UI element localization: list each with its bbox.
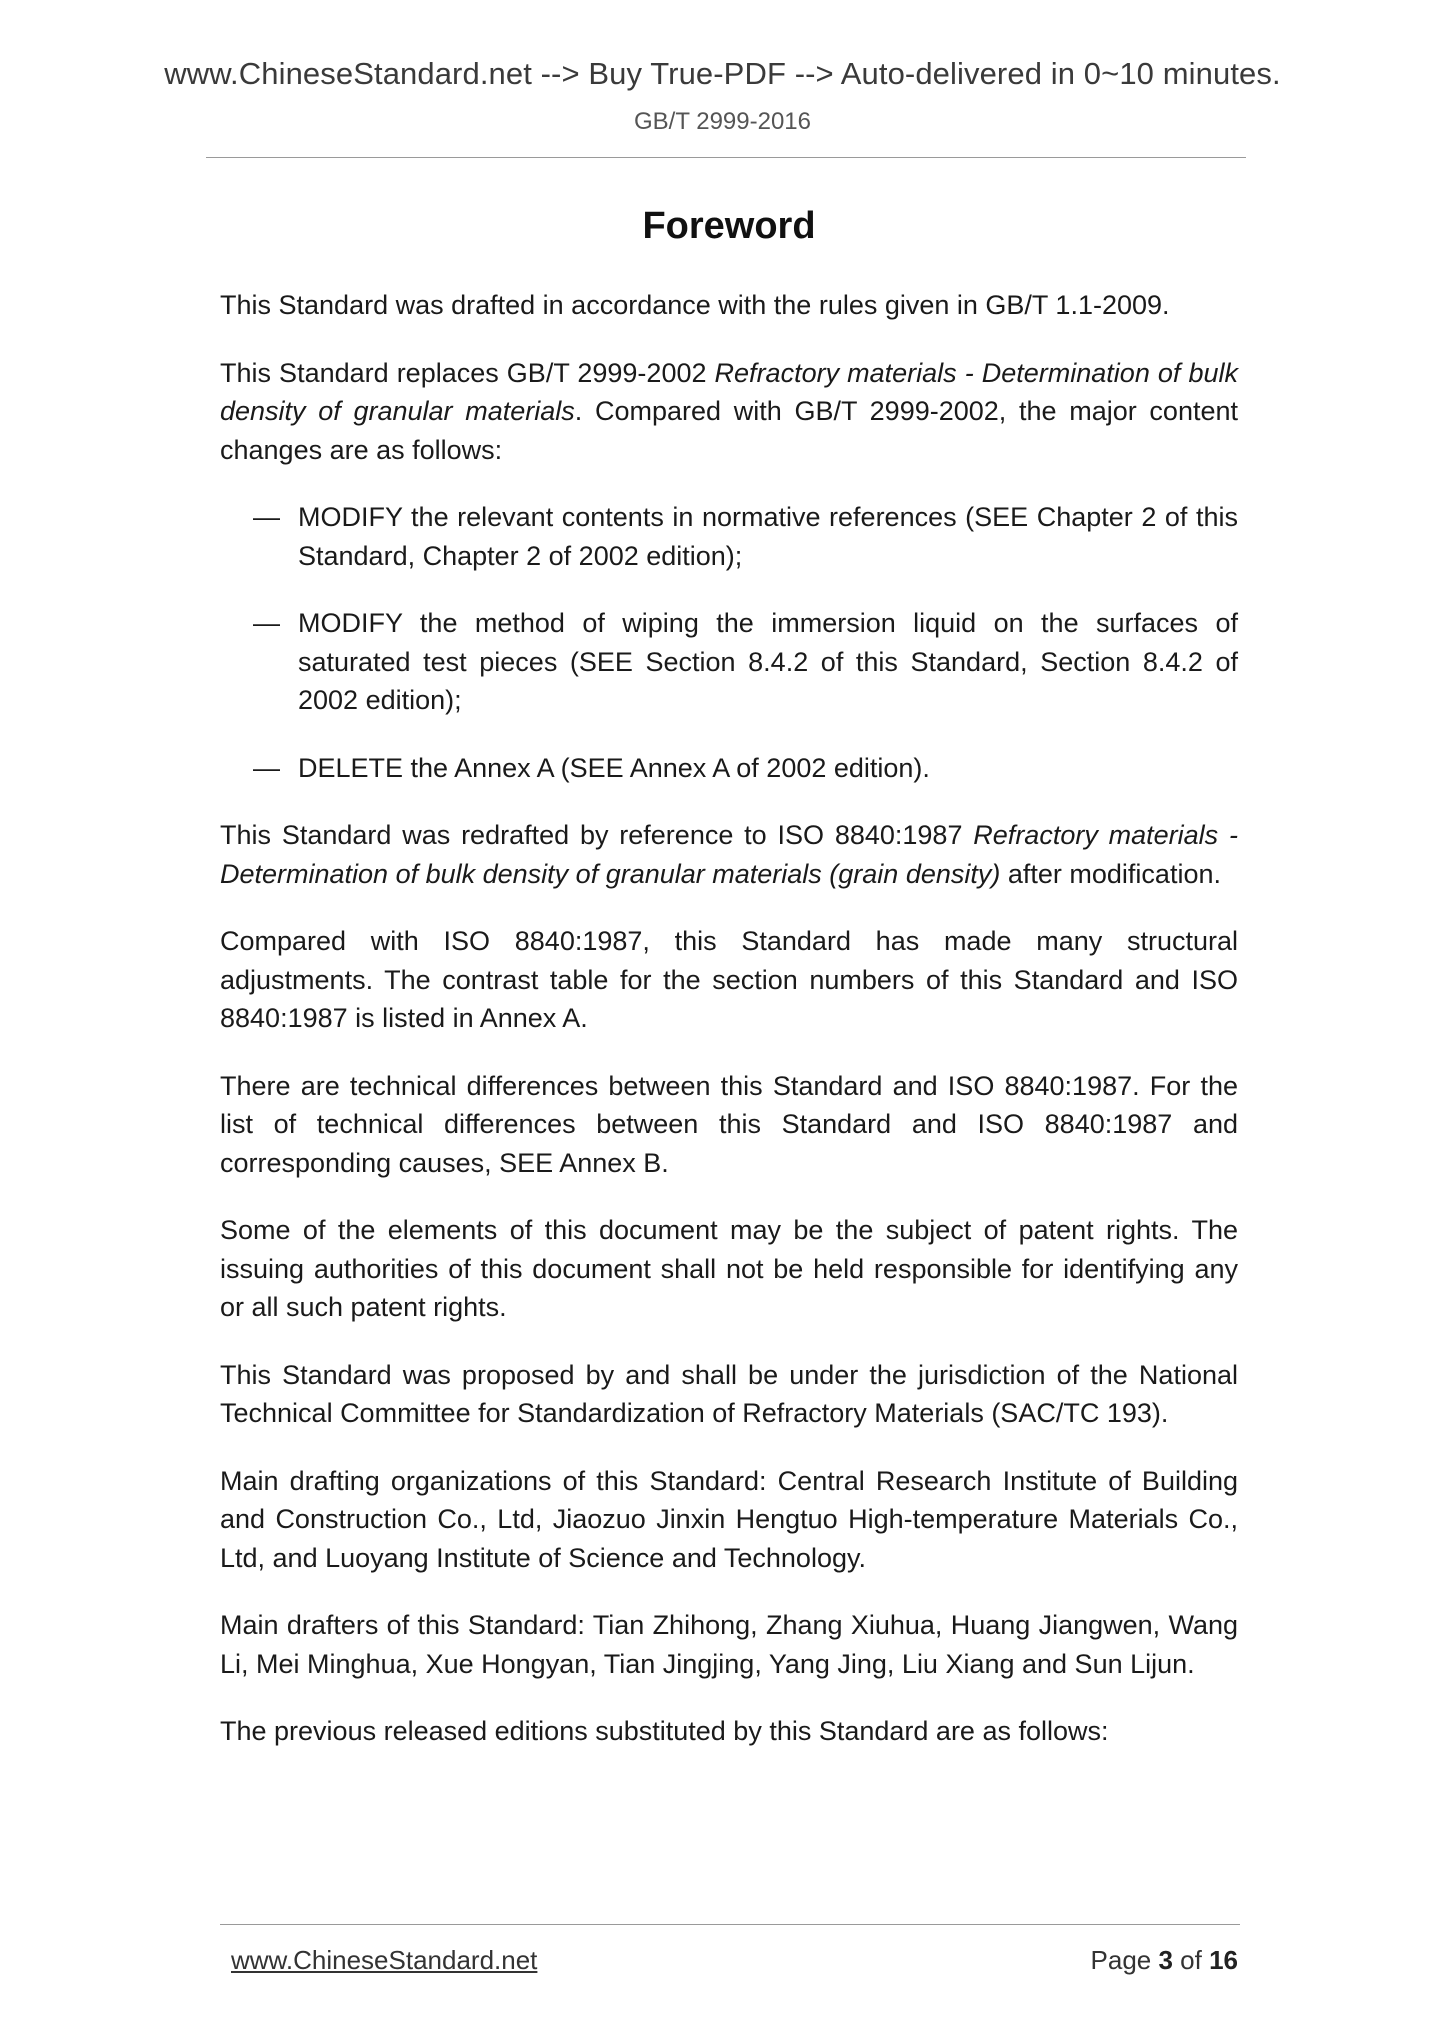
paragraph-replaces — [220, 354, 1238, 470]
paragraph-jurisdiction: This Standard was proposed by and shall be under the jurisdiction of the National Technical Committee for Standardization of Refractory Materials (SAC/TC 193). — [220, 1359, 1238, 1428]
page-of-label: of — [1172, 1945, 1210, 1975]
dash-bullet: — — [253, 502, 280, 532]
list-item — [220, 604, 1238, 720]
document-code: GB/T 2999-2016 — [633, 108, 811, 135]
page-total: 16 — [1209, 1945, 1238, 1975]
list-item — [220, 749, 1238, 788]
paragraph-redrafted — [220, 816, 1238, 893]
italic-title: Refractory materials - Determination of bulk density of granular materials — [220, 357, 1238, 426]
page-body — [220, 200, 1238, 1780]
paragraph-drafting-rules: This Standard was drafted in accordance with the rules given in GB/T 1.1-2009. — [220, 290, 1170, 320]
footer-divider — [220, 1924, 1240, 1925]
paragraph-drafters: Main drafters of this Standard: Tian Zhihong, Zhang Xiuhua, Huang Jiangwen, Wang Li, Mei Minghua, Xue Hongyan, Tian Jingjing, Yang Jing, Liu Xiang and Sun Lijun. — [220, 1610, 1238, 1679]
italic-title: Refractory materials - Determination of bulk density of granular materials (grain density) — [220, 820, 1238, 889]
text-segment: This Standard was redrafted by reference to ISO 8840:1987 — [220, 820, 974, 850]
list-item — [220, 498, 1238, 575]
paragraph-drafting-organizations: Main drafting organizations of this Standard: Central Research Institute of Building and Construction Co., Ltd, Jiaozuo Jinxin Hengtuo High-temperature Materials Co., Ltd, and Luoyang Institute of Science and Technology. — [220, 1465, 1238, 1573]
top-banner: www.ChineseStandard.net --> Buy True-PDF --> Auto-delivered in 0~10 minutes. — [164, 56, 1281, 91]
list-item-text: DELETE the Annex A (SEE Annex A of 2002 edition). — [298, 752, 930, 783]
list-item-text: MODIFY the relevant contents in normative references (SEE Chapter 2 of this Standard, Chapter 2 of 2002 edition); — [298, 502, 1238, 571]
page-current: 3 — [1158, 1945, 1173, 1975]
dash-bullet: — — [253, 752, 280, 783]
paragraph-previous-editions: The previous released editions substituted by this Standard are as follows: — [220, 1716, 1109, 1746]
text-segment: . Compared with GB/T 2999-2002, the major content changes are as follows: — [220, 396, 1238, 465]
paragraph-patent-rights: Some of the elements of this document may be the subject of patent rights. The issuing authorities of this document shall not be held responsible for identifying any or all such patent rights. — [220, 1215, 1238, 1322]
page-title: Foreword — [642, 205, 816, 247]
dash-bullet: — — [253, 608, 280, 638]
footer-website-link[interactable]: www.ChineseStandard.net — [231, 1945, 538, 1975]
page-label: Page — [1090, 1945, 1159, 1975]
header-divider — [206, 157, 1246, 158]
page-number — [1091, 1945, 1238, 1976]
paragraph-technical-differences: There are technical differences between this Standard and ISO 8840:1987. For the list of technical differences between this Standard and ISO 8840:1987 and corresponding causes, SEE Annex B. — [220, 1070, 1238, 1178]
paragraph-structural-adjustments: Compared with ISO 8840:1987, this Standard has made many structural adjustments. The contrast table for the section numbers of this Standard and ISO 8840:1987 is listed in Annex A. — [220, 926, 1238, 1033]
list-item-text: MODIFY the method of wiping the immersion liquid on the surfaces of saturated test pieces (SEE Section 8.4.2 of this Standard, Section 8.4.2 of 2002 edition); — [298, 608, 1238, 715]
text-segment: after modification. — [1000, 858, 1221, 889]
text-segment: This Standard replaces GB/T 2999-2002 — [220, 357, 715, 388]
